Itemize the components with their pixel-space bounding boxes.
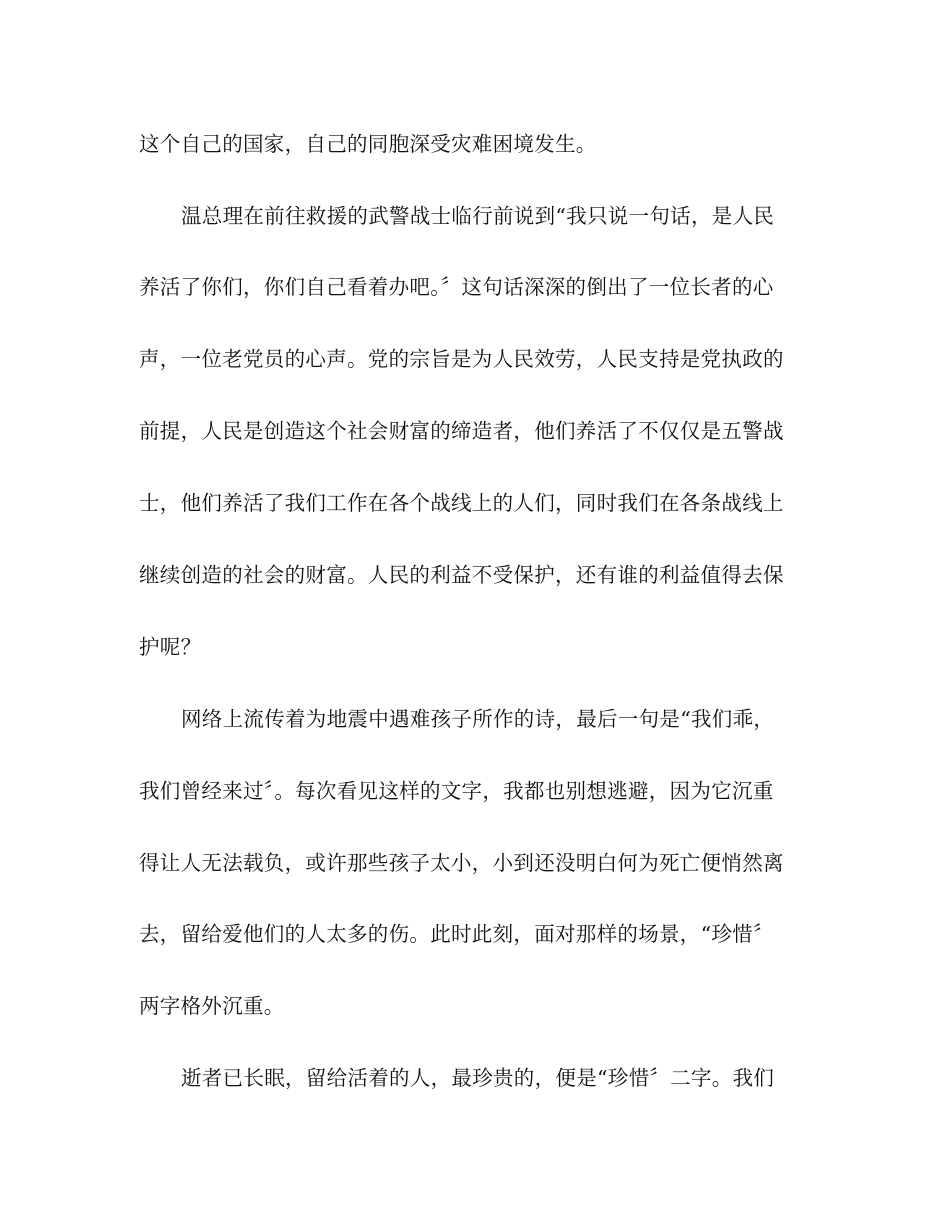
text-line: 继续创造的社会的财富。人民的利益不受保护，还有谁的利益值得去保: [139, 563, 784, 587]
text-line: 我们曾经来过〞。每次看见这样的文字，我都也别想逃避，因为它沉重: [139, 779, 774, 803]
text-line: 得让人无法载负，或许那些孩子太小，小到还没明白何为死亡便悄然离: [139, 851, 784, 875]
paragraph-first-line: 温总理在前往救援的武警战士临行前说到“我只说一句话，是人民: [181, 204, 775, 228]
text-line: 前提，人民是创造这个社会财富的缔造者，他们养活了不仅仅是五警战: [139, 419, 784, 443]
text-line: 两字格外沉重。: [139, 994, 285, 1018]
paragraph-first-line: 网络上流传着为地震中遇难孩子所作的诗，最后一句是“我们乖，: [181, 707, 775, 731]
text-line: 这个自己的国家，自己的同胞深受灾难困境发生。: [139, 132, 597, 156]
text-line: 护呢？: [139, 635, 202, 659]
text-line: 声，一位老党员的心声。党的宗旨是为人民效劳，人民支持是党执政的: [139, 347, 784, 371]
paragraph-first-line: 逝者已长眠，留给活着的人，最珍贵的，便是“珍惜〞二字。我们: [181, 1066, 775, 1090]
text-line: 养活了你们，你们自己看着办吧。〞这句话深深的倒出了一位长者的心: [139, 275, 774, 299]
text-line: 士，他们养活了我们工作在各个战线上的人们，同时我们在各条战线上: [139, 491, 784, 515]
text-line: 去，留给爱他们的人太多的伤。此时此刻，面对那样的场景，“珍惜〞: [139, 922, 774, 946]
